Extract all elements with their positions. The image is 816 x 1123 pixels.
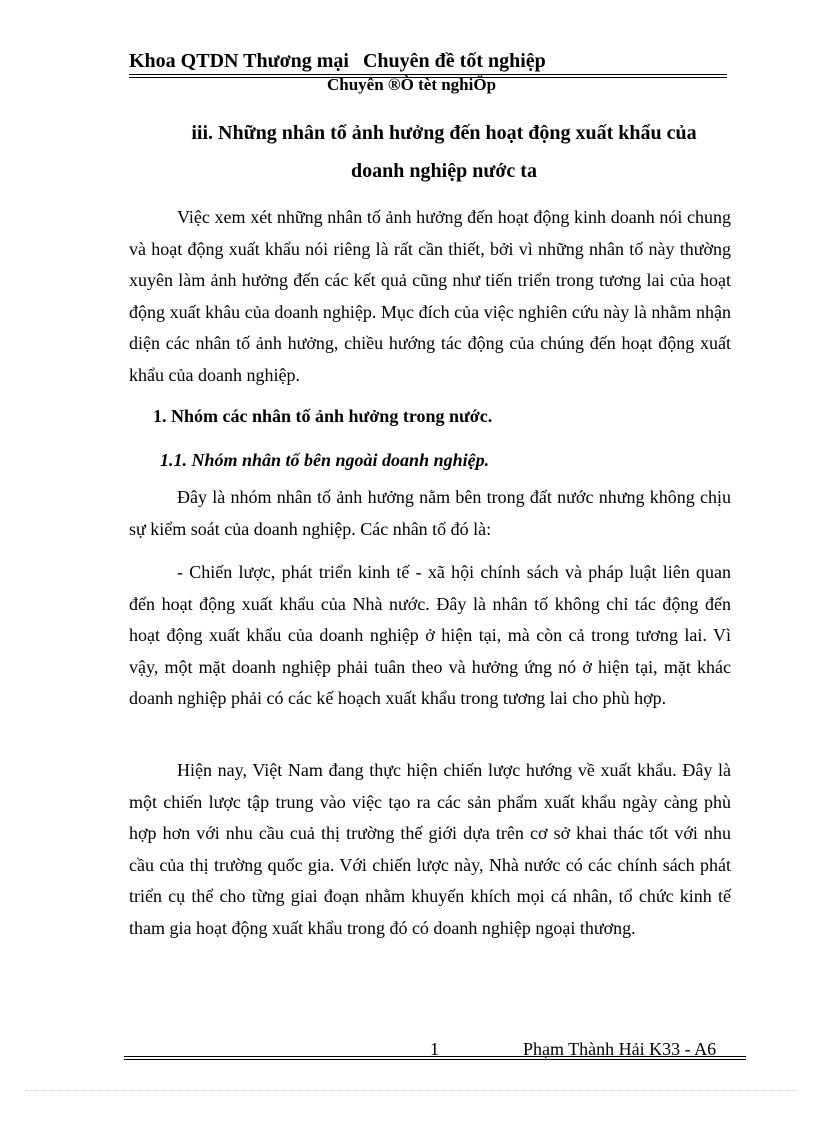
header-title [129, 50, 546, 73]
paragraph-3: - Chiến lược, phát triển kinh tế - xã hội chính sách và pháp luật liên quan đến hoạt động xuất khẩu của Nhà nước. Đây là nhân tố không chỉ tác động đến hoạt động xuất khẩu của doanh nghiệp ở hiện tại, mà còn cả trong tương lai. Vì vậy, một mặt doanh nghiệp phải tuân theo và hưởng ứng nó ở hiện tại, mặt khác doanh nghiệp phải có các kế hoạch xuất khẩu trong tương lai cho phù hợp. [129, 562, 731, 709]
header-thesis: Chuyên đề tốt nghiệp [362, 50, 546, 72]
page-bottom-edge [26, 1090, 796, 1091]
heading-1-1: 1.1. Nhóm nhân tố bên ngoài doanh nghiệp. [160, 450, 490, 470]
footer-rule-top [124, 1056, 746, 1057]
heading-1: 1. Nhóm các nhân tố ảnh hưởng trong nước. [153, 406, 493, 426]
paragraph-4: Hiện nay, Việt Nam đang thực hiện chiến lược hướng về xuất khẩu. Đây là một chiến lược tập trung vào việc tạo ra các sản phẩm xuất khẩu ngày càng phù hợp hơn với nhu cầu cuả thị trường thế giới dựa trên cơ sở khai thác tốt với nhu cầu của thị trường quốc gia. Với chiến lược này, Nhà nước có các chính sách phát triển cụ thể cho từng giai đoạn nhằm khuyến khích mọi cá nhân, tổ chức kinh tế tham gia hoạt động xuất khẩu trong đó có doanh nghiệp ngoại thương. [129, 760, 731, 938]
footer-author: Phạm Thành Hải K33 - A6 [523, 1039, 717, 1059]
section-title-line2: doanh nghiệp nước ta [351, 160, 537, 182]
footer-page-number: 1 [430, 1039, 439, 1059]
footer-rule-bottom [124, 1059, 746, 1060]
section-title-line1: iii. Những nhân tố ảnh hưởng đến hoạt động xuất khẩu của [191, 122, 697, 144]
header-faculty: Khoa QTDN Thương mại [129, 50, 349, 72]
header-subtitle: Chuyên ®Ò tèt nghiÖp [327, 75, 497, 94]
intro-paragraph: Việc xem xét những nhân tố ảnh hưởng đến hoạt động kinh doanh nói chung và hoạt động xuất khẩu nói riêng là rất cần thiết, bởi vì những nhân tố này thường xuyên làm ảnh hưởng đến các kết quả cũng như tiến triển trong tương lai của hoạt động xuất khâu của doanh nghiệp. Mục đích của việc nghiên cứu này là nhằm nhận diện các nhân tố ảnh hưởng, chiều hướng tác động của chúng đến hoạt động xuất khẩu của doanh nghiệp. [129, 207, 731, 385]
paragraph-2: Đây là nhóm nhân tố ảnh hưởng nằm bên trong đất nước nhưng không chịu sự kiểm soát của doanh nghiệp. Các nhân tố đó là: [129, 487, 731, 539]
